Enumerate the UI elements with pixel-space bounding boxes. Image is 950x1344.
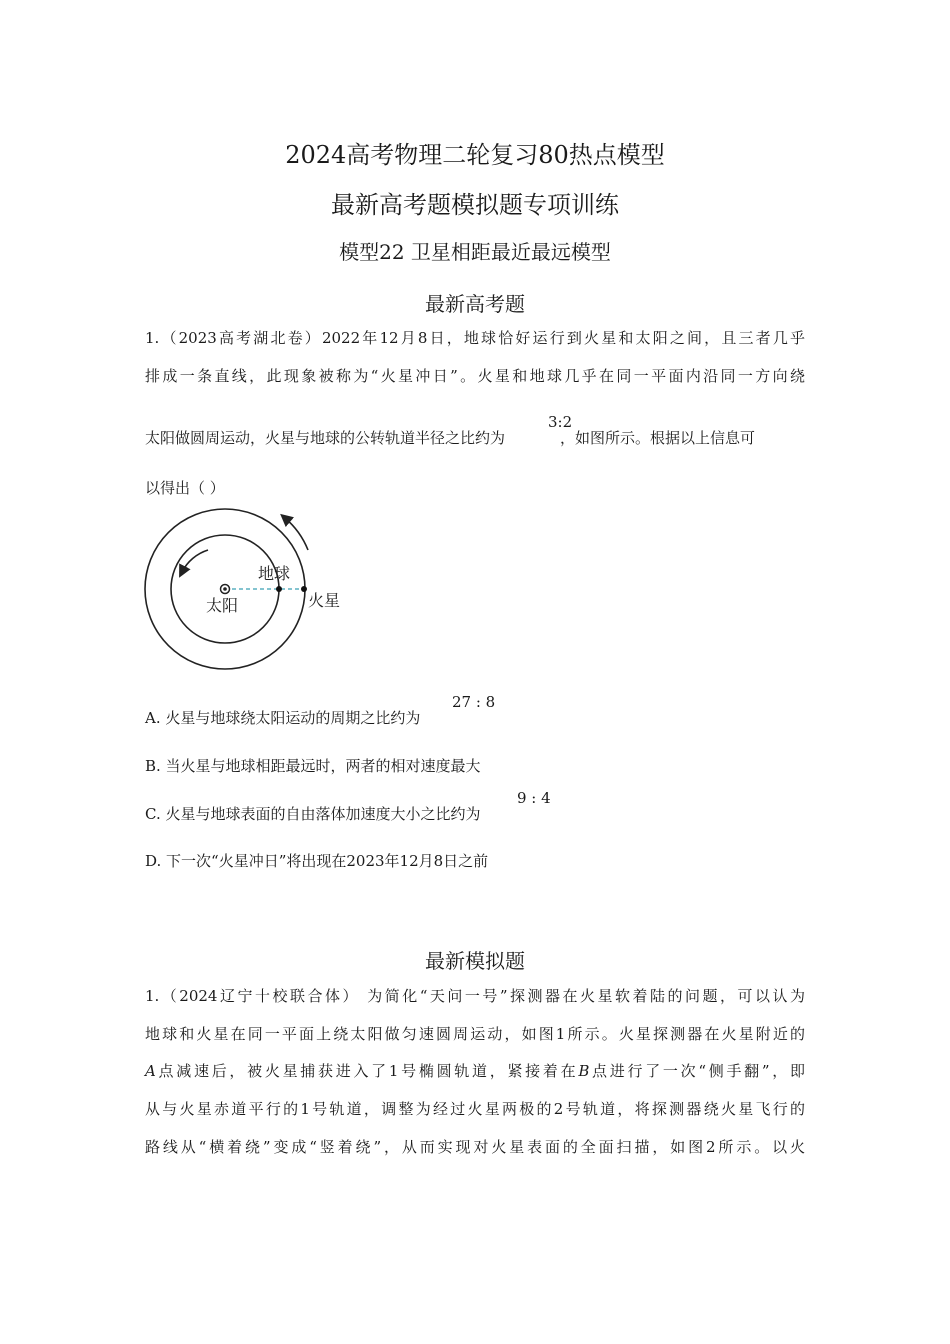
model-title: 模型22 卫星相距最近最远模型	[339, 240, 611, 264]
earth-dot	[276, 586, 282, 592]
q2-line1: 1.（2024辽宁十校联合体） 为简化“天问一号”探测器在火星软着陆的问题，可以认为	[145, 987, 805, 1005]
option-d: D. 下一次“火星冲日”将出现在2023年12月8日之前	[145, 852, 489, 870]
earth-orbit-direction-arrow	[182, 550, 208, 572]
q2-line2: 地球和火星在同一平面上绕太阳做匀速圆周运动，如图1所示。火星探测器在火星附近的	[145, 1025, 805, 1043]
earth-label: 地球	[258, 564, 291, 583]
option-a: A. 火星与地球绕太阳运动的周期之比约为	[145, 709, 421, 727]
option-b: B. 当火星与地球相距最远时，两者的相对速度最大	[145, 757, 481, 775]
sun-label: 太阳	[206, 596, 239, 615]
subtitle: 最新高考题模拟题专项训练	[331, 191, 619, 219]
option-c: C. 火星与地球表面的自由落体加速度大小之比约为	[145, 805, 481, 823]
mars-label: 火星	[308, 591, 341, 610]
main-title: 2024高考物理二轮复习80热点模型	[285, 141, 665, 169]
q2-line4: 从与火星赤道平行的1号轨道，调整为经过火星两极的2号轨道，将探测器绕火星飞行的	[145, 1100, 805, 1118]
section-heading-exam: 最新高考题	[425, 292, 525, 316]
q1-line1: 1.（2023高考湖北卷）2022年12月8日，地球恰好运行到火星和太阳之间，且三者几乎	[145, 329, 805, 347]
q1-line4: 以得出（ ）	[145, 479, 225, 497]
mars-dot	[301, 586, 307, 592]
section-heading-mock: 最新模拟题	[425, 949, 525, 973]
q1-line3: 太阳做圆周运动，火星与地球的公转轨道半径之比约为 ，如图所示。根据以上信息可	[145, 429, 756, 447]
q2-line3: A点减速后，被火星捕获进入了1号椭圆轨道，紧接着在B点进行了一次“侧手翻”，即	[145, 1062, 805, 1080]
q1-line2: 排成一条直线，此现象被称为“火星冲日”。火星和地球几乎在同一平面内沿同一方向绕	[145, 367, 805, 385]
option-c-ratio: 9 : 4	[517, 789, 551, 807]
orbit-diagram	[140, 510, 341, 680]
q2-line5: 路线从“横着绕”变成“竖着绕”，从而实现对火星表面的全面扫描，如图2所示。以火	[145, 1138, 805, 1156]
mars-orbit-direction-arrow	[285, 518, 308, 550]
option-a-ratio: 27 : 8	[452, 693, 496, 711]
radius-ratio: 3:2	[548, 413, 573, 431]
